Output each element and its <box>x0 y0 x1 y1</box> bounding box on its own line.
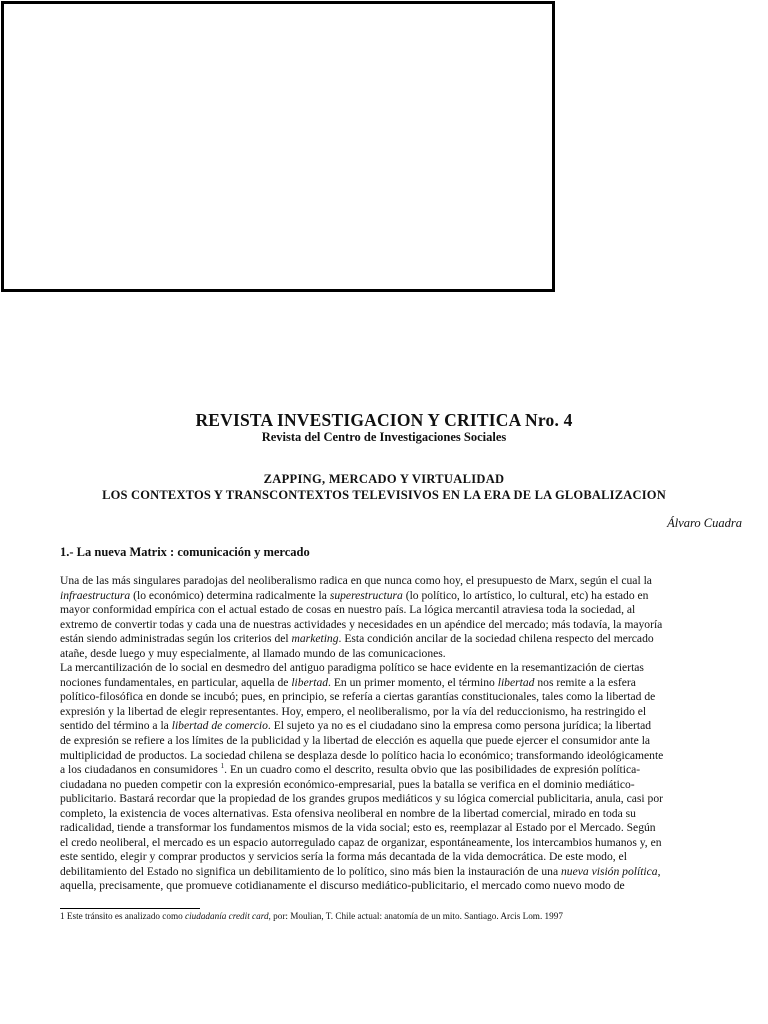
body-line: aquella, precisamente, que promueve cotidianamente el discurso mediático-publicitario, el mercado como nuevo modo de <box>60 879 625 893</box>
body-line: nociones fundamentales, en particular, aquella de libertad. En un primer momento, el término libertad nos remite a la esfera <box>60 675 636 689</box>
body-line: a los ciudadanos en consumidores $^1$. En un cuadro como el descrito, resulta obvio que las posibilidades de expresión política- <box>60 762 641 777</box>
footnote-ref[interactable]: 1 <box>220 762 225 771</box>
journal-title: REVISTA INVESTIGACION Y CRITICA Nro. 4 <box>195 410 573 430</box>
body-line: completo, la existencia de voces alternativas. Esta ofensiva neoliberal en nombre de la libertad comercial, mirado en toda su <box>60 806 636 820</box>
journal-subtitle: Revista del Centro de Investigaciones Sociales <box>261 430 507 444</box>
body-line: Una de las más singulares paradojas del neoliberalismo radica en que nunca como hoy, el presupuesto de Marx, según el cual la <box>60 574 652 587</box>
body-line: radicalidad, tiende a transformar los fundamentos mismos de la vida social; esto es, reemplazar al Estado por el Mercado. Según <box>60 821 656 835</box>
body-line: están siendo administradas según los criterios del marketing. Esta condición ancilar de la sociedad chilena respecto del mercado <box>60 632 654 646</box>
body-line: el credo neoliberal, el mercado es un espacio autorregulado capaz de organizar, espontáneamente, los intercambios humanos y, en <box>60 835 662 849</box>
body-line: ciudadana no pueden competir con la expresión económico-empresarial, pues la batalla se verifica en el dominio mediático- <box>60 777 635 791</box>
footnote-divider <box>60 908 200 909</box>
body-line: infraestructura (lo económico) determina radicalmente la superestructura (lo político, lo artístico, lo cultural, etc) ha estado en <box>60 588 649 602</box>
body-line: publicitario. Bastará recordar que la propiedad de los grandes grupos mediáticos y su lógica comercial publicitaria, anula, casi por <box>60 792 663 806</box>
body-line: expresión y la libertad de elegir representantes. Hoy, empero, el neoliberalismo, por la vía del reduccionismo, ha restringido el <box>60 704 647 718</box>
body-line: este sentido, elegir y comprar productos y servicios sería la forma más decantada de la vida democrática. De este modo, el <box>60 850 627 864</box>
body-line: mayor conformidad empírica con el actual estado de cosas en nuestro país. La lógica mercantil atraviesa toda la sociedad, al <box>60 603 636 617</box>
body-line: sentido del término a la libertad de comercio. El sujeto ya no es el ciudadano sino la empresa como persona jurídica; la libertad <box>60 719 652 733</box>
body-line: debilitamiento del Estado no significa un debilitamiento de lo político, sino más bien la instauración de una nueva visión política, <box>60 864 661 878</box>
article-title-line2: LOS CONTEXTOS Y TRANSCONTEXTOS TELEVISIVOS EN LA ERA DE LA GLOBALIZACION <box>102 488 666 502</box>
image-placeholder-box <box>1 1 555 292</box>
article-title-line1: ZAPPING, MERCADO Y VIRTUALIDAD <box>263 472 505 486</box>
body-text <box>60 574 716 894</box>
author: Álvaro Cuadra <box>667 516 742 530</box>
body-line: extremo de convertir todas y cada una de nuestras actividades y necesidades en un apéndice del mercado; más todavía, la mayoría <box>60 617 663 631</box>
body-line: de expresión se refiere a los límites de la publicidad y la libertad de elección es aquella que puede ejercer el consumidor ante la <box>60 734 651 748</box>
body-line: multiplicidad de productos. La sociedad chilena se desplaza desde lo político hacia lo económico; transformando ideológicamente <box>60 748 664 762</box>
body-line: político-filosófica en donde se incubó; pues, en principio, se refería a ciertas garantías constitucionales, tales como la libertad de <box>60 690 656 704</box>
footnote: 1 Este tránsito es analizado como ciudadanía credit card, por: Moulian, T. Chile actual: anatomía de un mito. Santiago. Arcis Lom. 1997 <box>60 911 563 921</box>
body-line: La mercantilización de lo social en desmedro del antiguo paradigma político se hace evidente en la resemantización de ciertas <box>60 661 644 675</box>
body-line: atañe, desde luego y muy especialmente, al llamado mundo de las comunicaciones. <box>60 646 446 660</box>
section-heading: 1.- La nueva Matrix : comunicación y mercado <box>60 545 310 559</box>
